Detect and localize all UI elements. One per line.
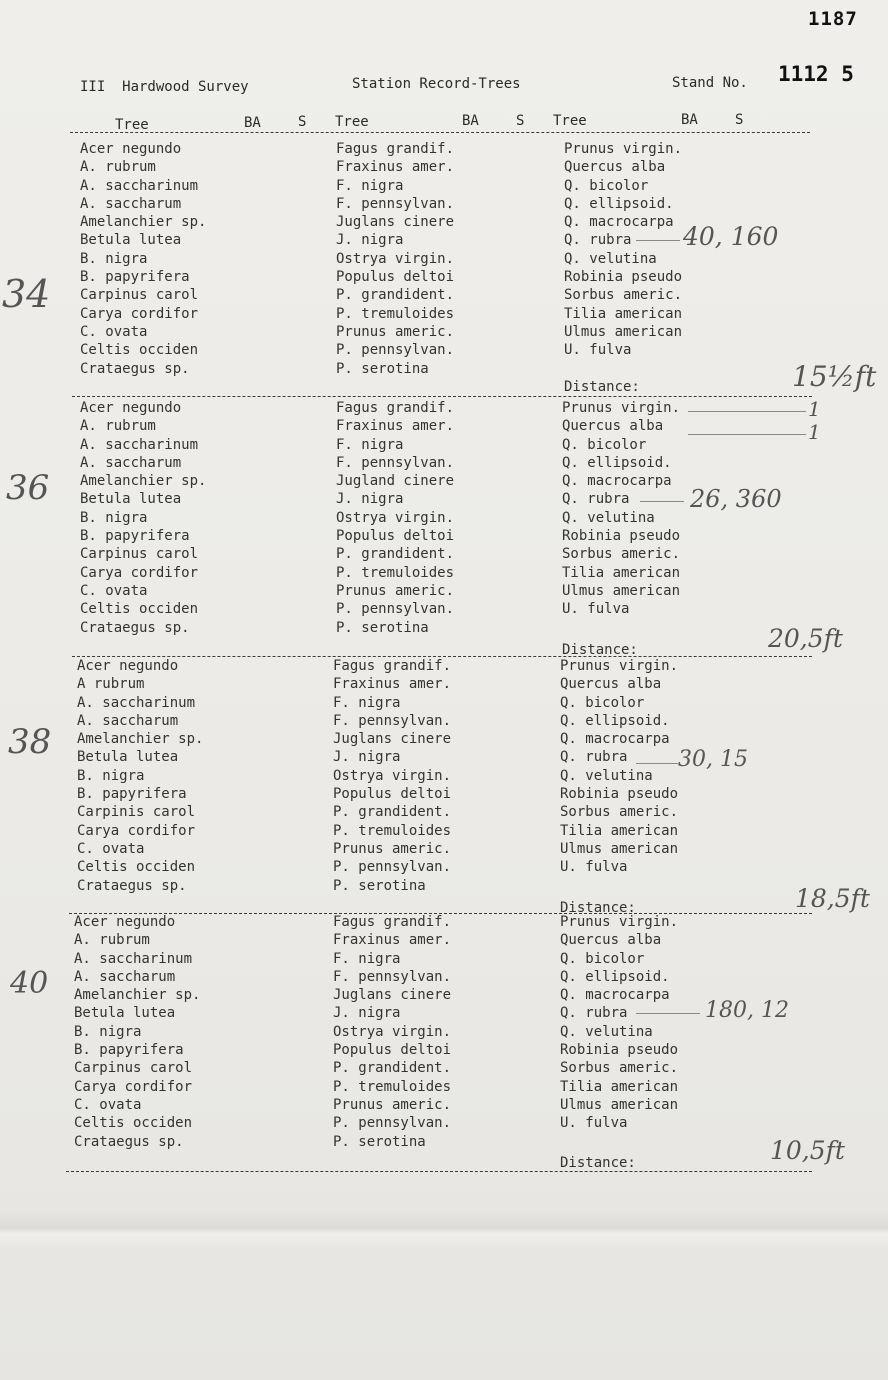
- species-name: Q. macrocarpa: [560, 987, 670, 1004]
- species-name: Crataegus sp.: [74, 1133, 184, 1150]
- species-name: U. fulva: [564, 342, 632, 359]
- species-name: A. saccharum: [80, 195, 182, 212]
- species-name: Robinia pseudo: [560, 786, 679, 803]
- species-name: Fagus grandif.: [333, 658, 452, 674]
- species-name: C. ovata: [74, 1096, 142, 1113]
- species-name: Populus deltoi: [336, 269, 455, 286]
- species-name: Acer negundo: [80, 400, 182, 416]
- species-name: Ostrya virgin.: [336, 250, 455, 267]
- paper-fold: [0, 1210, 888, 1250]
- species-name: Sorbus americ.: [564, 287, 683, 304]
- col-header-ba-1: BA: [244, 115, 261, 131]
- distance-value: 15½ft: [792, 360, 877, 393]
- col-header-s-2: S: [516, 113, 525, 129]
- species-name: Q. bicolor: [560, 694, 645, 711]
- species-name: Ulmus american: [564, 323, 683, 340]
- species-name: Jugland cinere: [336, 473, 455, 490]
- distance-value: 10,5ft: [770, 1136, 845, 1165]
- species-name: A. saccharum: [80, 454, 182, 471]
- species-name: Juglans cinere: [333, 987, 452, 1004]
- species-name: Amelanchier sp.: [74, 987, 201, 1004]
- col-header-ba-2: BA: [462, 113, 479, 129]
- tally-pointer-line: [688, 434, 806, 435]
- species-name: Tilia american: [562, 564, 681, 581]
- species-name: Fagus grandif.: [336, 141, 455, 157]
- species-name: Quercus alba: [560, 932, 662, 949]
- col-header-tree-1: Tree: [115, 117, 149, 133]
- species-name: Carya cordifor: [74, 1078, 193, 1095]
- document-number: 1187: [808, 8, 858, 30]
- species-name: P. tremuloides: [336, 305, 455, 322]
- species-name: J. nigra: [333, 1005, 401, 1022]
- species-name: J. nigra: [336, 491, 404, 508]
- rubra-tally-note: 180, 12: [705, 998, 789, 1023]
- distance-label: Distance:: [562, 642, 638, 658]
- species-name: Ulmus american: [562, 582, 681, 599]
- species-name: Robinia pseudo: [564, 269, 683, 286]
- species-name: P. grandident.: [336, 287, 455, 304]
- species-column: [80, 399, 206, 637]
- species-name: Juglans cinere: [333, 731, 452, 748]
- species-name: Quercus alba: [562, 418, 664, 435]
- species-name: F. pennsylvan.: [336, 454, 455, 471]
- col-header-ba-3: BA: [681, 112, 698, 128]
- species-name: P. serotina: [333, 877, 426, 894]
- species-name: Prunus virgin.: [564, 141, 683, 157]
- species-name: Juglans cinere: [336, 214, 455, 231]
- species-name: Populus deltoi: [333, 1042, 452, 1059]
- species-name: Q. ellipsoid.: [564, 195, 674, 212]
- species-name: Amelanchier sp.: [77, 731, 204, 748]
- station-number: 34: [2, 272, 51, 316]
- species-name: F. nigra: [333, 694, 401, 711]
- distance-label: Distance:: [560, 1155, 636, 1171]
- species-name: U. fulva: [560, 1115, 628, 1132]
- species-name: Q. macrocarpa: [562, 473, 672, 490]
- stand-number-value: 1112 5: [778, 62, 854, 86]
- station-number: 38: [8, 722, 52, 762]
- species-name: Sorbus americ.: [560, 804, 679, 821]
- species-name: Quercus alba: [560, 676, 662, 693]
- survey-title: III Hardwood Survey: [80, 79, 249, 95]
- species-name: A. rubrum: [80, 159, 156, 176]
- species-name: Tilia american: [560, 1078, 679, 1095]
- species-name: Q. velutina: [562, 509, 655, 526]
- species-name: F. pennsylvan.: [333, 712, 452, 729]
- species-name: A. saccharinum: [80, 177, 199, 194]
- species-name: P. serotina: [336, 619, 429, 636]
- species-name: F. nigra: [336, 177, 404, 194]
- species-name: Q. velutina: [564, 250, 657, 267]
- species-name: C. ovata: [80, 582, 148, 599]
- station-number: 40: [10, 966, 49, 1001]
- species-name: Carpinus carol: [80, 287, 199, 304]
- species-name: A. rubrum: [80, 418, 156, 435]
- species-name: Q. velutina: [560, 1023, 653, 1040]
- species-column: [333, 913, 451, 1151]
- species-name: B. nigra: [77, 767, 145, 784]
- species-name: Q. rubra: [564, 232, 632, 249]
- species-name: A. saccharum: [74, 968, 176, 985]
- species-name: P. tremuloides: [336, 564, 455, 581]
- rubra-pointer-line: [636, 1013, 700, 1014]
- tally-pointer-line: [688, 411, 806, 412]
- distance-label: Distance:: [560, 900, 636, 916]
- species-column: [564, 140, 682, 360]
- species-name: P. grandident.: [336, 546, 455, 563]
- species-name: C. ovata: [80, 323, 148, 340]
- species-name: P. grandident.: [333, 1060, 452, 1077]
- tally-mark: 1: [808, 420, 821, 444]
- species-name: Robinia pseudo: [560, 1042, 679, 1059]
- col-header-tree-3: Tree: [553, 113, 587, 129]
- tally-mark: 1: [808, 397, 821, 421]
- species-name: B. papyrifera: [80, 269, 190, 286]
- species-name: Acer negundo: [77, 658, 179, 674]
- species-name: F. nigra: [333, 950, 401, 967]
- species-name: J. nigra: [336, 232, 404, 249]
- species-name: Carya cordifor: [77, 822, 196, 839]
- rubra-tally-note: 26, 360: [690, 485, 782, 513]
- distance-value: 20,5ft: [768, 624, 843, 653]
- species-name: Betula lutea: [80, 232, 182, 249]
- species-name: B. nigra: [74, 1023, 142, 1040]
- species-column: [336, 140, 454, 378]
- species-name: Q. ellipsoid.: [560, 968, 670, 985]
- species-column: [80, 140, 206, 378]
- species-name: Celtis occiden: [80, 342, 199, 359]
- species-name: Amelanchier sp.: [80, 214, 207, 231]
- station-number: 36: [6, 468, 50, 508]
- species-name: Crataegus sp.: [77, 877, 187, 894]
- species-name: Prunus americ.: [336, 323, 455, 340]
- species-name: Ostrya virgin.: [333, 767, 452, 784]
- species-name: A rubrum: [77, 676, 145, 693]
- species-name: Q. bicolor: [564, 177, 649, 194]
- species-column: [77, 657, 203, 895]
- species-name: Q. macrocarpa: [560, 731, 670, 748]
- species-column: [74, 913, 200, 1151]
- species-name: Prunus americ.: [333, 840, 452, 857]
- species-name: Sorbus americ.: [562, 546, 681, 563]
- species-name: Q. rubra: [562, 491, 630, 508]
- species-name: Prunus americ.: [336, 582, 455, 599]
- col-header-tree-2: Tree: [335, 114, 369, 130]
- species-name: Prunus virgin.: [560, 914, 679, 930]
- species-name: Populus deltoi: [336, 528, 455, 545]
- species-name: Tilia american: [564, 305, 683, 322]
- species-name: Fraxinus amer.: [336, 159, 455, 176]
- station-divider: [72, 396, 812, 397]
- species-column: [333, 657, 451, 895]
- species-name: Ulmus american: [560, 840, 679, 857]
- species-name: Populus deltoi: [333, 786, 452, 803]
- species-name: P. tremuloides: [333, 1078, 452, 1095]
- species-column: [560, 913, 678, 1133]
- species-name: Acer negundo: [74, 914, 176, 930]
- species-name: Tilia american: [560, 822, 679, 839]
- distance-value: 18,5ft: [795, 884, 870, 913]
- species-name: Prunus virgin.: [562, 400, 681, 416]
- species-name: Fraxinus amer.: [336, 418, 455, 435]
- species-name: Prunus virgin.: [560, 658, 679, 674]
- header-rule: [70, 132, 810, 133]
- species-name: A. rubrum: [74, 932, 150, 949]
- rubra-pointer-line: [640, 501, 684, 502]
- species-column: [336, 399, 454, 637]
- species-name: Prunus americ.: [333, 1096, 452, 1113]
- species-name: Q. rubra: [560, 1005, 628, 1022]
- species-name: Carya cordifor: [80, 564, 199, 581]
- species-name: Betula lutea: [77, 749, 179, 766]
- species-name: B. papyrifera: [74, 1042, 184, 1059]
- species-name: Quercus alba: [564, 159, 666, 176]
- species-name: Q. macrocarpa: [564, 214, 674, 231]
- species-name: Celtis occiden: [80, 601, 199, 618]
- species-name: U. fulva: [562, 601, 630, 618]
- species-name: B. nigra: [80, 509, 148, 526]
- species-name: A. saccharinum: [80, 436, 199, 453]
- species-name: Q. bicolor: [560, 950, 645, 967]
- species-name: Fagus grandif.: [333, 914, 452, 930]
- species-name: J. nigra: [333, 749, 401, 766]
- species-name: B. nigra: [80, 250, 148, 267]
- species-name: Ostrya virgin.: [336, 509, 455, 526]
- species-name: Robinia pseudo: [562, 528, 681, 545]
- species-column: [562, 399, 680, 619]
- species-name: F. pennsylvan.: [333, 968, 452, 985]
- species-name: Acer negundo: [80, 141, 182, 157]
- species-name: B. papyrifera: [77, 786, 187, 803]
- species-name: Q. rubra: [560, 749, 628, 766]
- species-name: Q. ellipsoid.: [562, 454, 672, 471]
- species-name: P. serotina: [336, 360, 429, 377]
- form-subtitle: Station Record-Trees: [352, 76, 521, 92]
- species-name: B. papyrifera: [80, 528, 190, 545]
- species-name: Celtis occiden: [74, 1115, 193, 1132]
- distance-label: Distance:: [564, 379, 640, 395]
- species-name: P. pennsylvan.: [333, 1115, 452, 1132]
- species-name: Celtis occiden: [77, 859, 196, 876]
- species-name: P. pennsylvan.: [336, 601, 455, 618]
- species-name: Fagus grandif.: [336, 400, 455, 416]
- species-name: P. pennsylvan.: [333, 859, 452, 876]
- species-name: A. saccharum: [77, 712, 179, 729]
- stand-number-label: Stand No.: [672, 75, 748, 91]
- species-name: Sorbus americ.: [560, 1060, 679, 1077]
- rubra-pointer-line: [636, 763, 678, 764]
- species-name: Amelanchier sp.: [80, 473, 207, 490]
- species-name: P. pennsylvan.: [336, 342, 455, 359]
- species-name: A. saccharinum: [74, 950, 193, 967]
- species-name: Carya cordifor: [80, 305, 199, 322]
- col-header-s-3: S: [735, 112, 744, 128]
- species-name: F. nigra: [336, 436, 404, 453]
- species-column: [560, 657, 678, 877]
- species-name: F. pennsylvan.: [336, 195, 455, 212]
- col-header-s-1: S: [298, 114, 307, 130]
- rubra-tally-note: 30, 15: [678, 747, 748, 772]
- species-name: Carpinis carol: [77, 804, 196, 821]
- species-name: Carpinus carol: [74, 1060, 193, 1077]
- species-name: Fraxinus amer.: [333, 676, 452, 693]
- species-name: Betula lutea: [74, 1005, 176, 1022]
- species-name: Crataegus sp.: [80, 619, 190, 636]
- species-name: C. ovata: [77, 840, 145, 857]
- species-name: P. serotina: [333, 1133, 426, 1150]
- species-name: P. grandident.: [333, 804, 452, 821]
- species-name: Q. bicolor: [562, 436, 647, 453]
- species-name: Q. velutina: [560, 767, 653, 784]
- species-name: Q. ellipsoid.: [560, 712, 670, 729]
- species-name: Crataegus sp.: [80, 360, 190, 377]
- species-name: P. tremuloides: [333, 822, 452, 839]
- rubra-pointer-line: [636, 240, 680, 241]
- species-name: Fraxinus amer.: [333, 932, 452, 949]
- rubra-tally-note: 40, 160: [683, 222, 779, 251]
- station-divider: [66, 1171, 812, 1172]
- species-name: Ostrya virgin.: [333, 1023, 452, 1040]
- species-name: Ulmus american: [560, 1096, 679, 1113]
- species-name: A. saccharinum: [77, 694, 196, 711]
- species-name: U. fulva: [560, 859, 628, 876]
- species-name: Betula lutea: [80, 491, 182, 508]
- species-name: Carpinus carol: [80, 546, 199, 563]
